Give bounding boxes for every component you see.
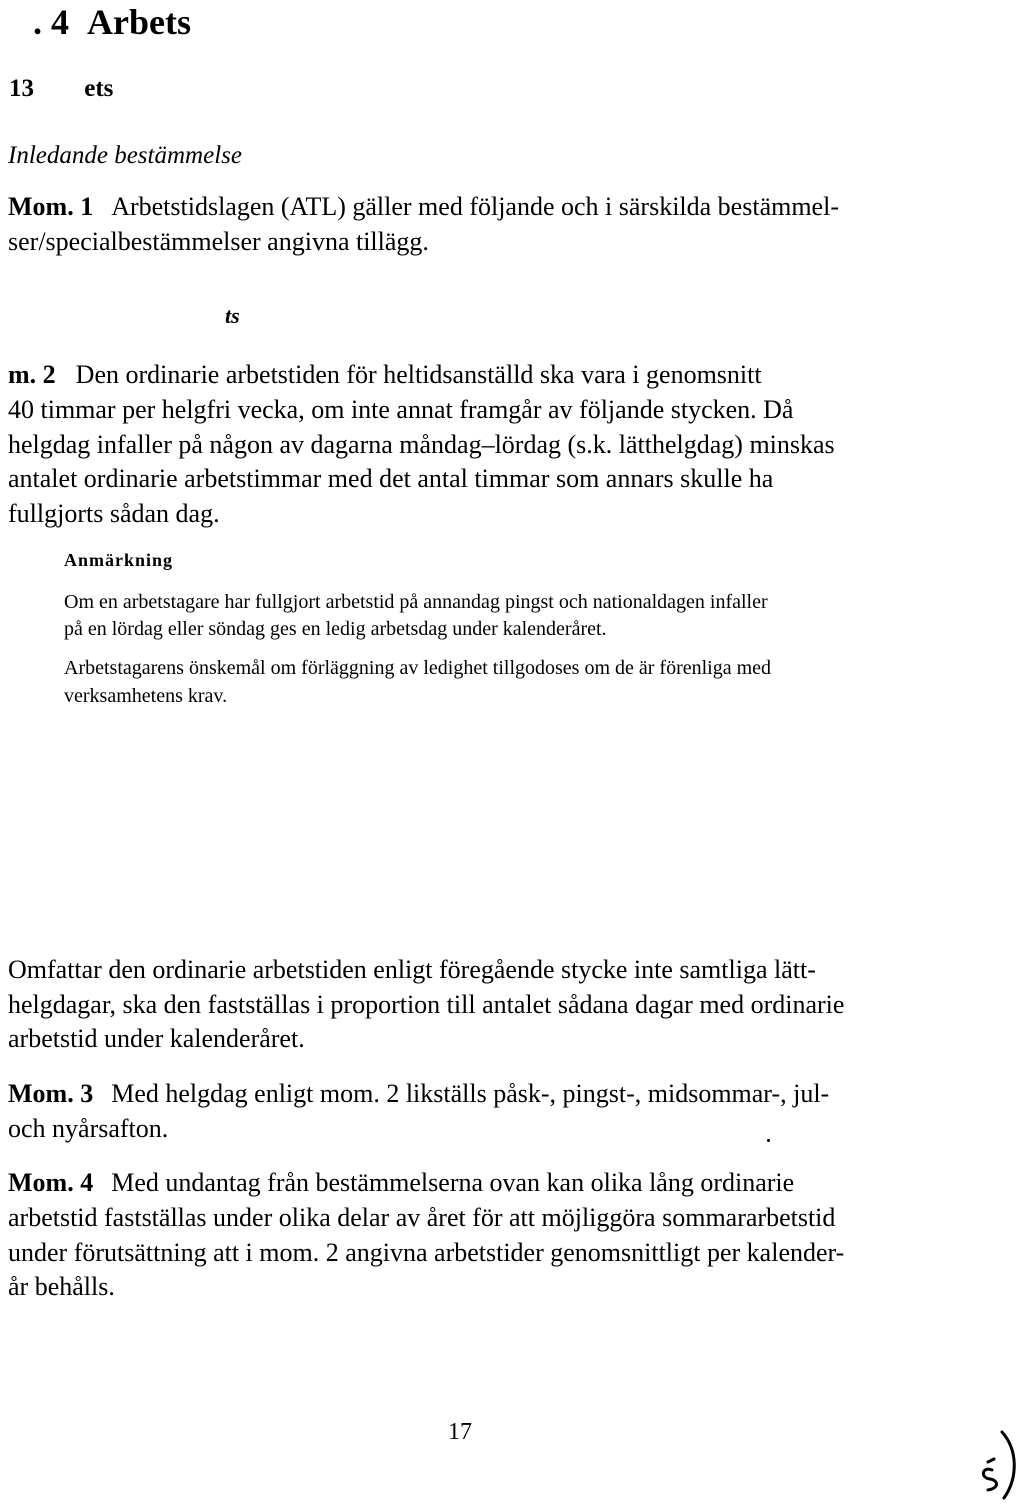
page-number: 17 [448,1419,472,1445]
continuation-line1: Omfattar den ordinarie arbetstiden enligt föregående stycke inte samtliga lätt- [8,955,816,984]
mom3-label: Mom. 3 [8,1079,94,1108]
mom4-text-1: Med undantag från bestämmelserna ovan kan olika lång ordinarie [111,1168,795,1197]
mom2-line2: 40 timmar per helgfri vecka, om inte annat framgår av följande stycken. Då [8,395,794,424]
continuation-line2: helgdagar, ska den fastställas i proportion till antalet sådana dagar med ordinarie [8,990,845,1019]
mom1-line1 [8,190,839,224]
mom4-label: Mom. 4 [8,1168,94,1197]
mom2-line1 [8,358,762,392]
stray-dot [767,1139,770,1142]
mom1-text-1: Arbetstidslagen (ATL) gäller med följande och i särskilda bestämmel- [111,192,839,221]
mom2-text-1: Den ordinarie arbetstiden för heltidsanställd ska vara i genomsnitt [75,360,762,389]
handwritten-initials-mark [978,1426,1022,1502]
chapter-heading [33,2,191,42]
mom2-line3: helgdag infaller på någon av dagarna måndag–lördag (s.k. lätthelgdag) minskas [8,430,835,459]
remark-p1-line1: Om en arbetstagare har fullgjort arbetstid på annandag pingst och nationaldagen infaller [64,591,768,613]
section-heading [9,74,113,104]
remark-title: Anmärkning [64,550,174,570]
mom3-text-1: Med helgdag enligt mom. 2 likställs påsk-, pingst-, midsommar-, jul- [111,1079,830,1108]
subheading-fragment: ts [225,303,240,328]
remark-p2-line2: verksamhetens krav. [64,685,228,707]
remark-p2-line1: Arbetstagarens önskemål om förläggning av ledighet tillgodoses om de är förenliga med [64,657,772,679]
mom3-line2: och nyårsafton. [8,1114,169,1143]
mom3-line1 [8,1077,829,1111]
section-title: ets [84,75,114,102]
mom4-line4: år behålls. [8,1272,115,1301]
mom2-label: m. 2 [8,360,56,389]
mom1-line2: ser/specialbestämmelser angivna tillägg. [8,227,429,256]
mom4-line3: under förutsättning att i mom. 2 angivna arbetstider genomsnittligt per kalender- [8,1238,845,1267]
chapter-title: Arbets [87,2,191,42]
section-number: 13 [9,75,34,102]
mom2-line5: fullgjorts sådan dag. [8,499,220,528]
mom2-line4: antalet ordinarie arbetstimmar med det antal timmar som annars skulle ha [8,464,774,493]
mom4-line1 [8,1166,794,1200]
chapter-number: . 4 [33,2,69,42]
subheading-intro: Inledande bestämmelse [8,142,242,169]
mom1-label: Mom. 1 [8,192,94,221]
continuation-line3: arbetstid under kalenderåret. [8,1024,305,1053]
remark-p1-line2: på en lördag eller söndag ges en ledig arbetsdag under kalenderåret. [64,618,607,640]
mom4-line2: arbetstid fastställas under olika delar av året för att möjliggöra sommararbetstid [8,1203,836,1232]
